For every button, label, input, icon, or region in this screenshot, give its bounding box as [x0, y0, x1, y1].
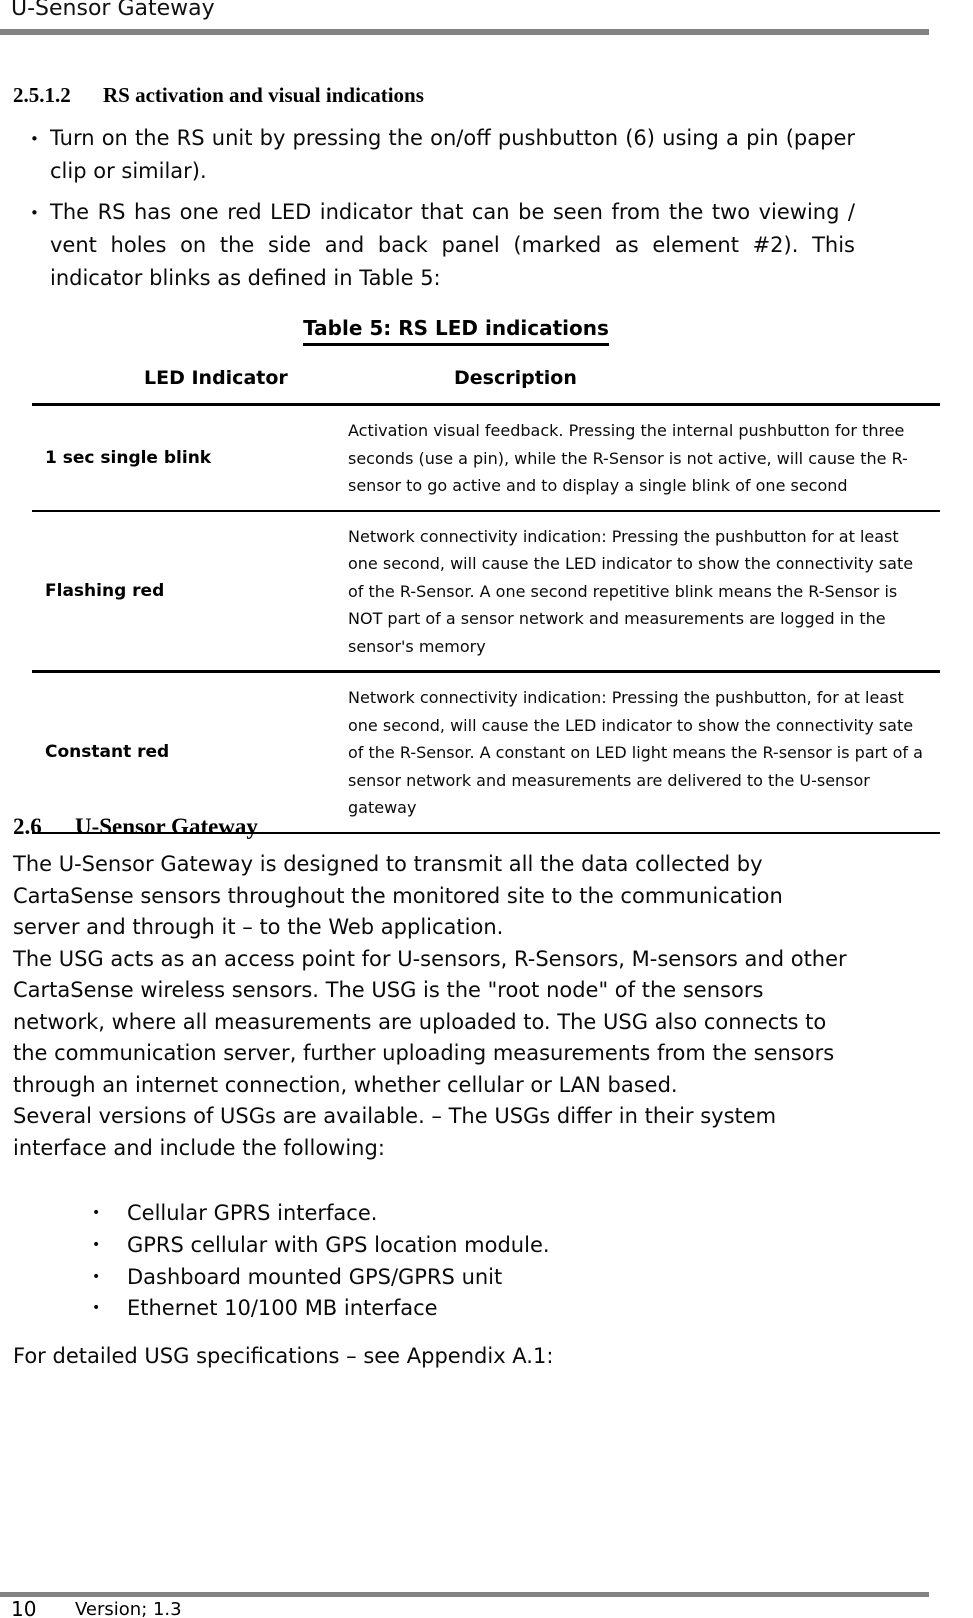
table-row — [32, 512, 940, 674]
usg-description-paragraphs — [13, 849, 851, 1164]
bullet-icon: • — [92, 1236, 101, 1253]
list-item-text: Turn on the RS unit by pressing the on/off pushbutton (6) using a pin (paper clip or similar). — [50, 126, 855, 183]
paragraph: The USG acts as an access point for U-sensors, R-Sensors, M-sensors and other CartaSense wireless sensors. The USG is the "root node" of the sensors network, where all measurements are uploaded to. The USG also connects to the communication server, further uploading measurements from the sensors through an internet connection, whether cellular or LAN based. — [13, 946, 847, 1097]
list-item-text: Ethernet 10/100 MB interface — [127, 1296, 438, 1321]
paragraph: The U-Sensor Gateway is designed to transmit all the data collected by CartaSense sensors throughout the monitored site to the communication server and through it – to the Web application. — [13, 852, 783, 939]
column-header-description: Description — [454, 367, 577, 389]
list-item — [92, 1262, 852, 1294]
list-item — [92, 1198, 852, 1230]
list-item-text: GPRS cellular with GPS location module. — [127, 1232, 550, 1257]
list-item-text: Cellular GPRS interface. — [127, 1201, 378, 1225]
bullet-icon: • — [92, 1300, 101, 1317]
header-divider — [0, 29, 929, 35]
section-heading-26 — [13, 814, 258, 840]
bullet-icon: • — [30, 204, 39, 222]
paragraph: Several versions of USGs are available. – The USGs differ in their system interface and include the following: — [13, 1104, 777, 1160]
list-item — [30, 196, 855, 295]
bullet-icon: • — [92, 1205, 101, 1221]
cell-description: Network connectivity indication: Pressing the pushbutton, for at least one second, will cause the LED indicator to show the connectivity sate of the R-Sensor. A constant on LED light means the R-sensor is part of a sensor network and measurements are delivered to the U-sensor gateway — [348, 688, 923, 817]
section-number: 2.5.1.2 — [13, 83, 71, 107]
list-item-text: The RS has one red LED indicator that can be seen from the two viewing / vent holes on the side and back panel (marked as element #2). This indicator blinks as defined in Table 5: — [50, 200, 855, 290]
table-caption-wrap — [16, 316, 896, 346]
section-title: RS activation and visual indications — [103, 83, 424, 107]
cell-description: Network connectivity indication: Pressing the pushbutton for at least one second, will cause the LED indicator to show the connectivity sate of the R-Sensor. A one second repetitive blink means the R-Sensor is NOT part of a sensor network and measurements are logged in the sensor's memory — [348, 526, 914, 656]
version-label: Version; 1.3 — [75, 1599, 182, 1618]
list-item — [30, 122, 855, 188]
running-header-title: U-Sensor Gateway — [11, 0, 215, 21]
table-row — [32, 673, 940, 834]
rs-led-indications-table — [32, 357, 940, 834]
table-row — [32, 406, 940, 512]
list-item — [92, 1293, 852, 1325]
bullet-icon: • — [30, 130, 39, 148]
cell-led-indicator: Constant red — [45, 742, 170, 763]
rs-activation-bullet-list — [30, 122, 855, 303]
cell-description: Activation visual feedback. Pressing the internal pushbutton for three seconds (use a pin), while the R-Sensor is not active, will cause the R-sensor to go active and to display a single blink of one second — [348, 421, 908, 495]
footer-divider — [0, 1592, 929, 1597]
closing-paragraph: For detailed USG specifications – see Appendix A.1: — [13, 1344, 554, 1368]
table-caption: Table 5: RS LED indications — [303, 316, 609, 346]
list-item — [92, 1230, 852, 1262]
section-number: 2.6 — [13, 814, 42, 839]
page-number: 10 — [11, 1597, 37, 1618]
column-header-led-indicator: LED Indicator — [144, 367, 288, 389]
cell-led-indicator: Flashing red — [45, 580, 165, 601]
section-heading-2512 — [13, 83, 424, 108]
bullet-icon: • — [92, 1268, 101, 1285]
cell-led-indicator: 1 sec single blink — [45, 447, 212, 468]
usg-versions-bullet-list — [92, 1198, 852, 1325]
list-item-text: Dashboard mounted GPS/GPRS unit — [127, 1264, 503, 1289]
table-header-row — [32, 357, 940, 406]
section-title: U-Sensor Gateway — [75, 814, 258, 839]
